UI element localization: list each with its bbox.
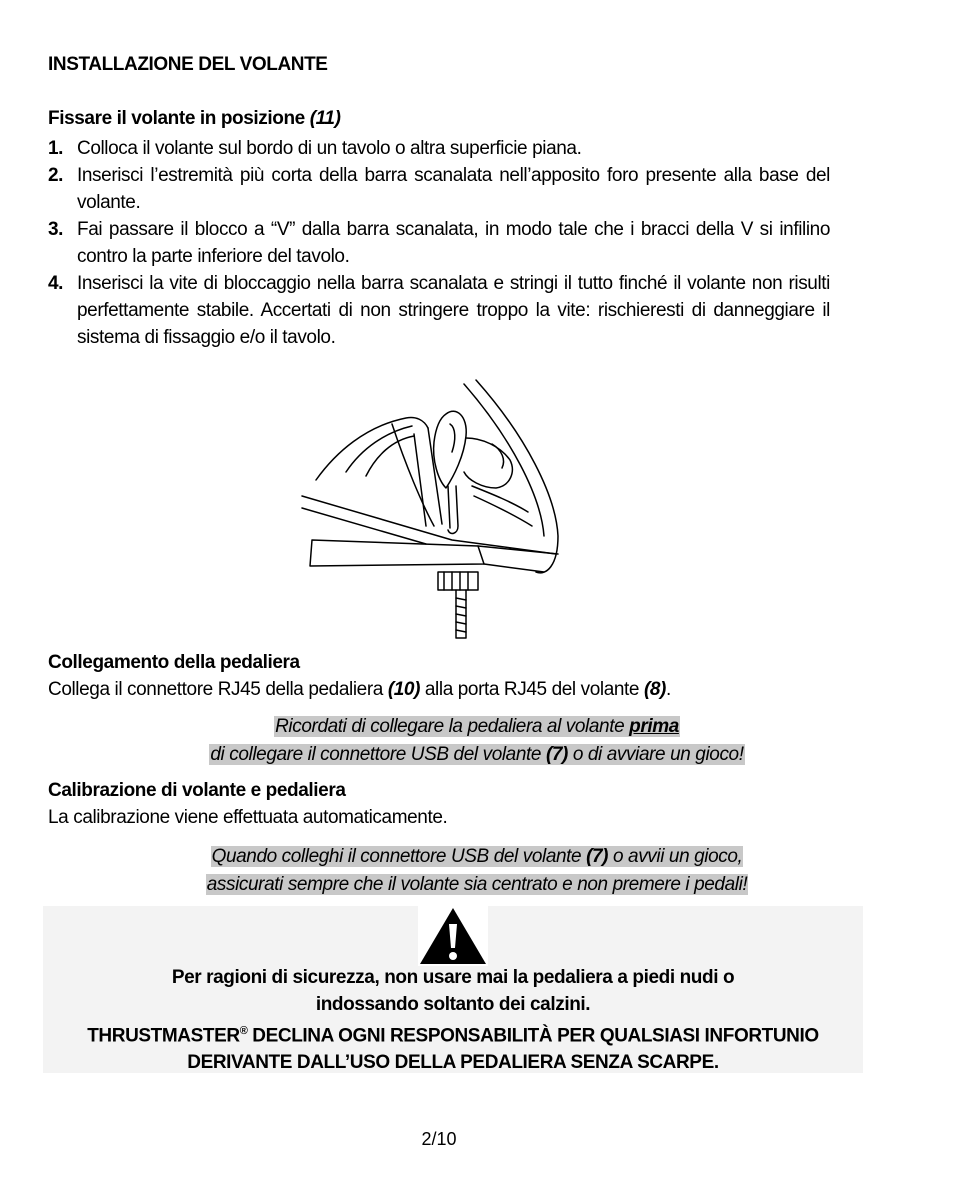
safety-warning-text — [43, 964, 863, 1076]
step-2 — [48, 162, 830, 216]
calib-note-line2: assicurati sempre che il volante sia centrato e non premere i pedali! — [206, 874, 748, 895]
fix-heading — [48, 108, 341, 130]
step-number: 3. — [48, 219, 64, 240]
warning-line-4: DERIVANTE DALL’USO DELLA PEDALIERA SENZA SCARPE. — [187, 1052, 719, 1074]
calib-note-line1b: o avvii un gioco, — [608, 846, 743, 867]
warning-triangle-icon — [418, 906, 488, 966]
warning-line-2: indossando soltanto dei calzini. — [315, 994, 591, 1015]
step-number: 1. — [48, 138, 64, 159]
step-text: Fai passare il blocco a “V” dalla barra scanalata, in modo tale che i bracci della V si infilino contro la parte inferiore del tavolo. — [77, 219, 830, 267]
step-number: 4. — [48, 273, 64, 294]
warning-brand: THRUSTMASTER — [87, 1025, 240, 1047]
pedal-text-a: Collega il connettore RJ45 della pedaliera — [48, 679, 388, 700]
pedal-text-c: . — [665, 679, 671, 700]
pedal-ref-b: (8) — [643, 679, 666, 700]
pedal-note-line1: Ricordati di collegare la pedaliera al volante — [275, 716, 630, 737]
pedal-note-line2b: o di avviare un gioco! — [567, 744, 744, 765]
calib-note — [0, 843, 954, 899]
pedal-note-line2a: di collegare il connettore USB del volante — [210, 744, 546, 765]
fix-heading-ref: (11) — [309, 108, 341, 129]
pedal-ref-a: (10) — [387, 679, 421, 700]
calib-note-line1a: Quando colleghi il connettore USB del volante — [211, 846, 587, 867]
calib-text: La calibrazione viene effettuata automaticamente. — [48, 807, 448, 828]
calib-note-ref: (7) — [586, 846, 609, 867]
wheel-clamp-illustration — [296, 376, 576, 646]
pedal-note — [0, 713, 954, 769]
page-title: INSTALLAZIONE DEL VOLANTE — [48, 54, 328, 75]
install-steps — [48, 135, 830, 351]
calib-heading: Calibrazione di volante e pedaliera — [48, 780, 346, 801]
step-4 — [48, 270, 830, 351]
warning-line-3 — [43, 1018, 863, 1049]
registered-mark: ® — [239, 1025, 248, 1037]
warning-line-1: Per ragioni di sicurezza, non usare mai la pedaliera a piedi nudi o — [171, 967, 735, 988]
pedal-text-b: alla porta RJ45 del volante — [420, 679, 644, 700]
step-text: Inserisci la vite di bloccaggio nella barra scanalata e stringi il tutto finché il volante non risulti perfettamente stabile. Accertati di non stringere troppo la vite: rischieresti di danneggiare il sistema di fissaggio e/o il tavolo. — [77, 273, 830, 348]
step-1 — [48, 135, 830, 162]
pedal-note-ref: (7) — [545, 744, 568, 765]
step-text: Colloca il volante sul bordo di un tavolo o altra superficie piana. — [77, 138, 582, 159]
warning-line-3-text: DECLINA OGNI RESPONSABILITÀ PER QUALSIASI INFORTUNIO — [247, 1025, 819, 1047]
step-text: Inserisci l’estremità più corta della barra scanalata nell’apposito foro presente alla base del volante. — [77, 165, 830, 213]
pedal-heading: Collegamento della pedaliera — [48, 652, 300, 673]
step-3 — [48, 216, 830, 270]
pedal-instruction — [48, 679, 671, 701]
step-number: 2. — [48, 165, 64, 186]
pedal-note-emphasis: prima — [629, 716, 679, 737]
page-number: 2/10 — [421, 1129, 457, 1149]
fix-heading-text: Fissare il volante in posizione — [48, 108, 305, 129]
